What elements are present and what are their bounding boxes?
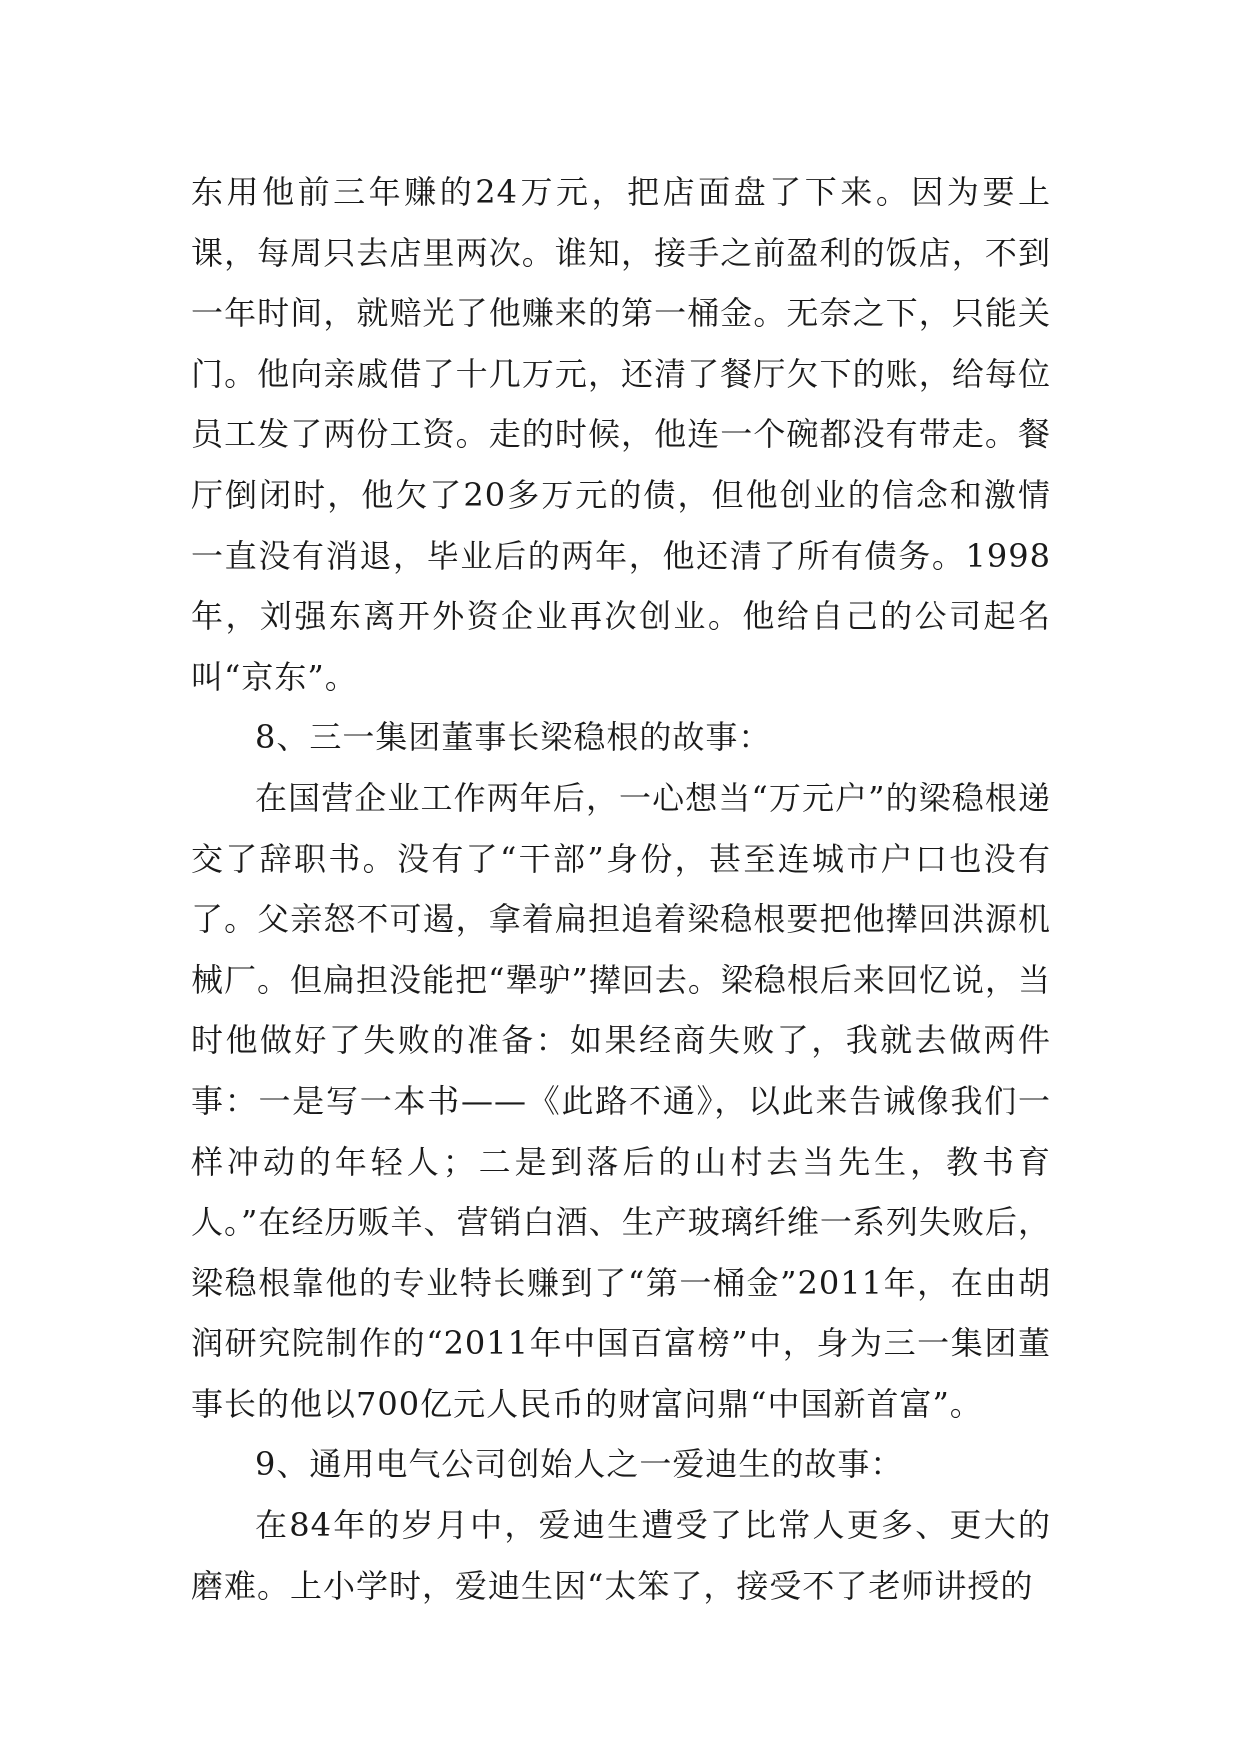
heading-edison-story: 9、通用电气公司创始人之一爱迪生的故事：: [255, 1445, 904, 1484]
paragraph-jingdong-story: 东用他前三年赚的24万元，把店面盘了下来。因为要上课，每周只去店里两次。谁知，接手之前盈利的饭店，不到一年时间，就赔光了他赚来的第一桶金。无奈之下，只能关门。他向亲戚借了十几万元，还清了餐厅欠下的账，给每位员工发了两份工资。走的时候，他连一个碗都没有带走。餐厅倒闭时，他欠了20多万元的债，但他创业的信念和激情一直没有消退，毕业后的两年，他还清了所有债务。1998年，刘强东离开外资企业再次创业。他给自己的公司起名叫“京东”。: [191, 173, 1051, 696]
paragraph-edison-story: 在84年的岁月中，爱迪生遭受了比常人更多、更大的磨难。上小学时，爱迪生因“太笨了，接受不了老师讲授的: [191, 1506, 1051, 1605]
paragraph-sany-story: 在国营企业工作两年后，一心想当“万元户”的梁稳根递交了辞职书。没有了“干部”身份，甚至连城市户口也没有了。父亲怒不可遏，拿着扁担追着梁稳根要把他撵回洪源机械厂。但扁担没能把“犟驴”撵回去。梁稳根后来回忆说，当时他做好了失败的准备：如果经商失败了，我就去做两件事：一是写一本书——《此路不通》，以此来告诫像我们一样冲动的年轻人；二是到落后的山村去当先生，教书育人。”在经历贩羊、营销白酒、生产玻璃纤维一系列失败后，梁稳根靠他的专业特长赚到了“第一桶金”2011年，在由胡润研究院制作的“2011年中国百富榜”中，身为三一集团董事长的他以700亿元人民币的财富问鼎“中国新首富”。: [191, 778, 1051, 1423]
body-text: [191, 162, 1051, 1616]
heading-sany-story: 8、三一集团董事长梁稳根的故事：: [255, 718, 772, 757]
